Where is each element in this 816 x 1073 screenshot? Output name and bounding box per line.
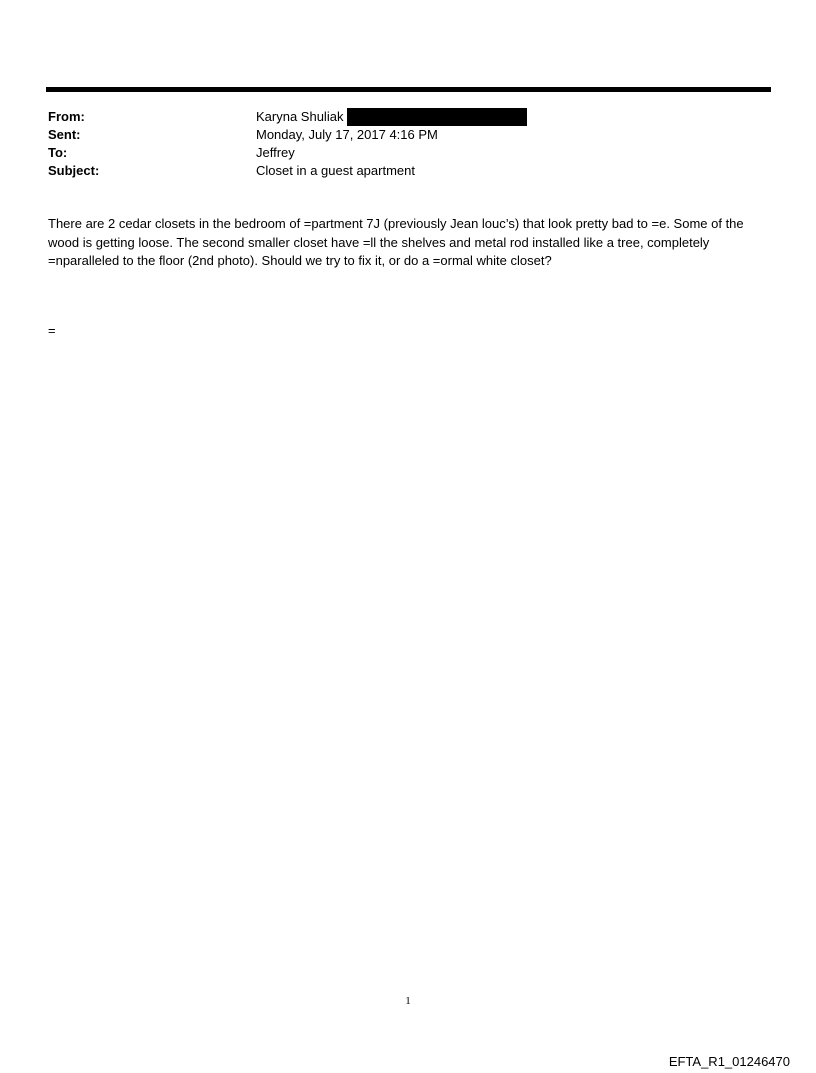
sender-name: Karyna Shuliak (256, 109, 344, 124)
to-row (48, 144, 768, 162)
sent-row (48, 126, 768, 144)
redaction-block (347, 108, 527, 126)
sent-value: Monday, July 17, 2017 4:16 PM (256, 127, 438, 142)
from-row (48, 108, 768, 126)
subject-row (48, 162, 768, 180)
bates-number: EFTA_R1_01246470 (668, 1054, 790, 1069)
email-body: There are 2 cedar closets in the bedroom of =partment 7J (previously Jean louc’s) that look pretty bad to =e. Some of the wood is getting loose. The second smaller closet have =ll the shelves and metal rod installed like a tree, completely =nparalleled to the floor (2nd photo). Should we try to fix it, or do a =ormal white closet? (48, 216, 744, 268)
header-divider (46, 87, 771, 92)
email-trailer: = (48, 323, 56, 338)
to-label: To: (48, 145, 68, 160)
to-value: Jeffrey (256, 145, 295, 160)
from-label: From: (48, 109, 85, 124)
subject-value: Closet in a guest apartment (256, 163, 415, 178)
page-number: 1 (405, 995, 411, 1007)
subject-label: Subject: (48, 163, 100, 178)
from-value (256, 108, 527, 126)
sent-label: Sent: (48, 127, 81, 142)
